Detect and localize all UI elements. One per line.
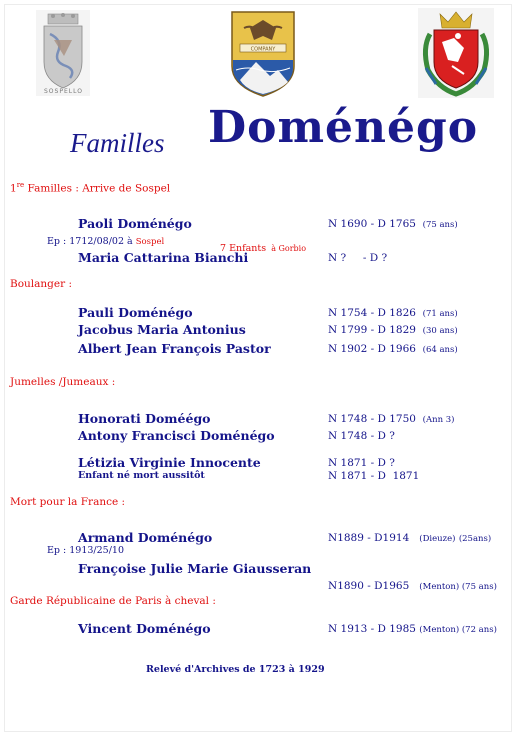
children-count: 7 Enfants xyxy=(220,243,267,254)
section-heading-garde-republicaine: Garde Républicaine de Paris à cheval : xyxy=(10,595,216,607)
dates-value: N 1748 - D 1750 xyxy=(328,413,416,425)
age-value: (71 ans) xyxy=(422,309,458,319)
person-dates xyxy=(328,580,497,592)
person-dates xyxy=(328,343,458,355)
person-dates: N 1871 - D ? xyxy=(328,457,395,469)
age-value: (30 ans) xyxy=(422,326,458,336)
place-age-value: (Menton) (72 ans) xyxy=(419,625,497,635)
marriage-line: Ep : 1913/25/10 xyxy=(47,545,125,556)
children-place: à Gorbio xyxy=(271,244,307,253)
person-dates xyxy=(328,413,454,425)
dates-value: N 1690 - D 1765 xyxy=(328,218,416,230)
person-name: Françoise Julie Marie Giausseran xyxy=(78,561,312,576)
sospel-caption: SOSPELLO xyxy=(44,88,83,95)
stillborn-note: Enfant né mort aussitôt xyxy=(78,470,205,481)
dates-value: N 1902 - D 1966 xyxy=(328,343,416,355)
dates-value: N 1799 - D 1829 xyxy=(328,324,416,336)
person-name: Paoli Doménégo xyxy=(78,216,192,231)
section-heading-boulanger: Boulanger : xyxy=(10,278,73,290)
person-dates xyxy=(328,532,491,544)
marriage-line xyxy=(47,236,164,247)
marriage-text: Ep : 1712/08/02 à xyxy=(47,236,133,247)
title-familles: Familles xyxy=(70,128,165,158)
dates-value: N1890 - D1965 xyxy=(328,580,410,592)
person-name: Honorati Doméégo xyxy=(78,411,211,426)
person-dates xyxy=(328,324,458,336)
person-dates: N 1871 - D 1871 xyxy=(328,470,420,482)
death-place: (Dieuze) xyxy=(419,534,456,544)
person-name: Pauli Doménégo xyxy=(78,305,193,320)
age-value: (64 ans) xyxy=(422,345,458,355)
person-dates: N ? - D ? xyxy=(328,252,388,264)
dates-value: N 1754 - D 1826 xyxy=(328,307,416,319)
center-crest xyxy=(230,10,296,98)
person-name: Albert Jean François Pastor xyxy=(78,341,271,356)
title-surname: Doménégo xyxy=(208,102,479,153)
person-name: Armand Doménégo xyxy=(78,530,213,545)
section-heading-mort-pour-la-france: Mort pour la France : xyxy=(10,496,126,508)
place-age-value: (Menton) (75 ans) xyxy=(419,582,497,592)
person-dates xyxy=(328,307,458,319)
age-value: (Ann 3) xyxy=(422,415,455,425)
person-name: Jacobus Maria Antonius xyxy=(78,322,246,337)
right-crest xyxy=(418,8,494,98)
center-crest-scroll: COMPANY xyxy=(250,46,276,53)
person-name: Maria Cattarina Bianchi xyxy=(78,250,249,265)
archives-footer: Relevé d'Archives de 1723 à 1929 xyxy=(146,664,325,675)
dates-value: N 1913 - D 1985 xyxy=(328,623,416,635)
age-value: (25ans) xyxy=(458,534,492,544)
sospel-crest xyxy=(36,10,90,96)
age-value: (75 ans) xyxy=(422,220,458,230)
person-dates xyxy=(328,623,497,635)
section-heading-twins: Jumelles /Jumeaux : xyxy=(10,376,116,388)
person-name: Létizia Virginie Innocente xyxy=(78,455,261,470)
person-dates: N 1748 - D ? xyxy=(328,430,395,442)
marriage-place: Sospel xyxy=(135,237,165,247)
person-name: Vincent Doménégo xyxy=(78,621,211,636)
section-heading-first-families: 1re Familles : Arrive de Sospel xyxy=(10,181,171,195)
dates-value: N1889 - D1914 xyxy=(328,532,410,544)
person-name: Antony Francisci Doménégo xyxy=(78,428,275,443)
person-dates xyxy=(328,218,458,230)
